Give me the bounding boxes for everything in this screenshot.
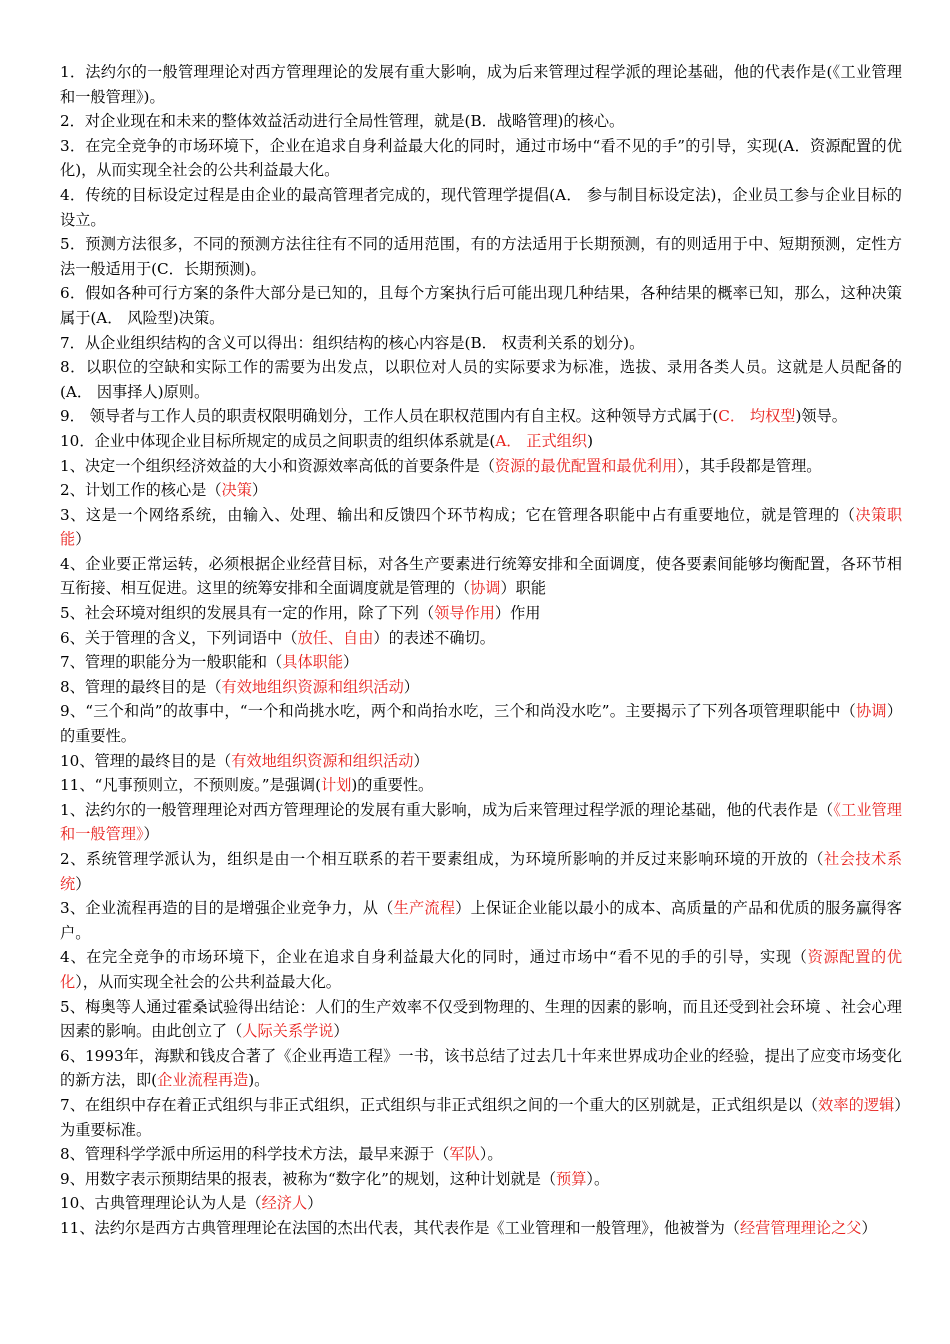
answer-text: 经营管理理论之父 xyxy=(739,1218,862,1237)
question-item xyxy=(60,331,902,356)
question-text-tail: ）的重要性。 xyxy=(60,702,902,746)
answer-text: 经济人 xyxy=(261,1194,308,1213)
question-item xyxy=(60,552,902,601)
question-text-tail: ）的表述不确切。 xyxy=(373,628,495,647)
answer-text: 生产流程 xyxy=(393,899,456,918)
question-text: 6．假如各种可行方案的条件大部分是已知的，且每个方案执行后可能出现几种结果，各种结果的概率已知，那么，这种决策属于(A． 风险型)决策。 xyxy=(60,284,902,327)
question-item xyxy=(60,773,902,798)
question-text: 10、古典管理理论认为人是（ xyxy=(60,1194,262,1213)
question-text-tail: ） xyxy=(143,825,159,844)
question-text: 7、管理的职能分为一般职能和（ xyxy=(60,653,283,672)
question-item xyxy=(60,454,902,479)
question-text: 3、这是一个网络系统，由输入、处理、输出和反馈四个环节构成；它在管理各职能中占有重要地位，就是管理的（ xyxy=(60,505,856,524)
question-text-tail: ） xyxy=(75,874,91,893)
question-text: 8．以职位的空缺和实际工作的需要为出发点，以职位对人员的实际要求为标准，选拔、录用各类人员。这就是人员配备的(A． 因事择人)原则。 xyxy=(60,358,902,401)
question-text-tail: ） xyxy=(413,751,429,770)
question-item xyxy=(60,183,902,232)
question-text-tail: ) xyxy=(587,431,593,450)
answer-text: 军队 xyxy=(449,1145,480,1164)
question-item xyxy=(60,134,902,183)
question-text: 10．企业中体现企业目标所规定的成员之间职责的组织体系就是( xyxy=(60,431,496,450)
question-text: 6、1993年，海默和钱皮合著了《企业再造工程》一书，该书总结了过去几十年来世界成功企业的经验，提出了应变市场变化的新方法，即( xyxy=(60,1046,902,1090)
question-text: 5．预测方法很多，不同的预测方法往往有不同的适用范围，有的方法适用于长期预测，有的则适用于中、短期预测，定性方法一般适用于(C．长期预测)。 xyxy=(60,235,902,278)
answer-text: 资源的最优配置和最优利用 xyxy=(494,456,678,475)
question-text-tail: ） xyxy=(251,481,268,500)
question-item xyxy=(60,798,902,847)
question-text: 5、梅奥等人通过霍桑试验得出结论：人们的生产效率不仅受到物理的、生理的因素的影响，而且还受到社会环境 、社会心理因素的影响。由此创立了（ xyxy=(60,997,902,1041)
question-text-tail: )的重要性。 xyxy=(351,776,434,795)
question-item xyxy=(60,1216,902,1241)
question-text-tail: ）职能 xyxy=(500,579,546,598)
question-text: 4、企业要正常运转，必须根据企业经营目标，对各生产要素进行统筹安排和全面调度，使各要素间能够均衡配置，各环节相互衔接、相互促进。这里的统筹安排和全面调度就是管理的（ xyxy=(60,554,902,598)
question-text-tail: ） xyxy=(307,1194,323,1213)
question-text: 8、管理科学学派中所运用的科学技术方法，最早来源于（ xyxy=(60,1145,450,1164)
question-text-tail: ）上保证企业能以最小的成本、高质量的产品和优质的服务赢得客户。 xyxy=(60,899,902,942)
question-text-tail: ） xyxy=(75,530,91,549)
answer-text: 协调 xyxy=(470,579,501,598)
question-text: 1．法约尔的一般管理理论对西方管理理论的发展有重大影响，成为后来管理过程学派的理论基础，他的代表作是(《工业管理和一般管理》)。 xyxy=(60,63,902,106)
question-text: 8、管理的最终目的是（ xyxy=(60,677,222,696)
question-item xyxy=(60,429,902,454)
question-item xyxy=(60,1093,902,1142)
question-item xyxy=(60,626,902,651)
question-item xyxy=(60,478,902,503)
question-text-tail: ）。 xyxy=(586,1169,610,1188)
question-item xyxy=(60,60,902,109)
answer-text: 预算 xyxy=(556,1169,587,1188)
question-text: 1、法约尔的一般管理理论对西方管理理论的发展有重大影响，成为后来管理过程学派的理论基础，他的代表作是（ xyxy=(60,800,834,819)
answer-text: 有效地组织资源和组织活动 xyxy=(221,677,404,696)
question-item xyxy=(60,1191,902,1216)
answer-text: 决策职能 xyxy=(60,505,903,549)
question-item xyxy=(60,109,902,134)
question-item xyxy=(60,355,902,404)
question-item xyxy=(60,896,902,945)
answer-text: 决策 xyxy=(221,481,252,500)
answer-text: A． 正式组织 xyxy=(495,431,588,450)
question-text-tail: ）。 xyxy=(479,1145,503,1164)
question-text: 9、用数字表示预期结果的报表，被称为“数字化”的规划，这种计划就是（ xyxy=(60,1169,557,1188)
question-text-tail: ）作用 xyxy=(494,604,541,623)
question-text-tail: ），其手段都是管理。 xyxy=(677,456,822,475)
question-text-tail: ） xyxy=(333,1022,349,1041)
answer-text: 协调 xyxy=(856,702,887,721)
question-item xyxy=(60,1142,902,1167)
question-item xyxy=(60,1167,902,1192)
answer-text: 效率的逻辑 xyxy=(818,1095,895,1114)
answer-text: 社会技术系统 xyxy=(60,850,903,893)
answer-text: C． 均权型 xyxy=(718,407,796,426)
document-body xyxy=(60,60,902,1241)
question-item xyxy=(60,404,902,429)
answer-text: 领导作用 xyxy=(434,604,495,623)
answer-text: 企业流程再造 xyxy=(157,1071,249,1090)
question-item xyxy=(60,503,902,552)
question-item xyxy=(60,650,902,675)
question-item xyxy=(60,995,902,1044)
question-item xyxy=(60,281,902,330)
question-item xyxy=(60,945,902,994)
question-text: 5、社会环境对组织的发展具有一定的作用，除了下列（ xyxy=(60,604,435,623)
question-text: 9、“三个和尚”的故事中，“一个和尚挑水吃，两个和尚抬水吃，三个和尚没水吃”。主要揭示了下列各项管理职能中（ xyxy=(60,702,857,721)
question-text-tail: )领导。 xyxy=(795,407,847,426)
question-text-tail: )。 xyxy=(248,1071,270,1090)
question-text: 3．在完全竞争的市场环境下，企业在追求自身利益最大化的同时，通过市场中“看不见的手”的引导，实现(A．资源配置的优化)，从而实现全社会的公共利益最大化。 xyxy=(60,136,902,180)
answer-text: 计划 xyxy=(321,776,352,795)
question-text-tail: ），从而实现全社会的公共利益最大化。 xyxy=(75,972,341,991)
question-item xyxy=(60,675,902,700)
question-text: 2、系统管理学派认为，组织是由一个相互联系的若干要素组成，为环境所影响的并反过来影响环境的开放的（ xyxy=(60,850,824,868)
question-item xyxy=(60,232,902,281)
question-text: 4．传统的目标设定过程是由企业的最高管理者完成的，现代管理学提倡(A． 参与制目标设定法)，企业员工参与企业目标的设立。 xyxy=(60,185,902,229)
question-text-tail: ） xyxy=(861,1218,877,1237)
question-text: 4、在完全竞争的市场环境下，企业在追求自身利益最大化的同时，通过市场中“看不见的手的引导，实现（ xyxy=(60,948,808,967)
question-text-tail: ）为重要标准。 xyxy=(60,1095,902,1139)
question-text-tail: ） xyxy=(343,653,359,672)
answer-text: 资源配置的优化 xyxy=(60,948,903,991)
question-text: 3、企业流程再造的目的是增强企业竞争力，从（ xyxy=(60,899,394,918)
question-text: 10、管理的最终目的是（ xyxy=(60,751,232,770)
question-text: 6、关于管理的含义，下列词语中（ xyxy=(60,628,298,647)
question-text: 7、在组织中存在着正式组织与非正式组织，正式组织与非正式组织之间的一个重大的区别就是，正式组织是以（ xyxy=(60,1095,819,1114)
question-item xyxy=(60,749,902,774)
question-item xyxy=(60,847,902,896)
answer-text: 人际关系学说 xyxy=(242,1022,334,1041)
question-text: 11、“凡事预则立，不预则废。”是强调( xyxy=(60,776,321,795)
question-item xyxy=(60,1044,902,1093)
question-text-tail: ） xyxy=(403,677,419,696)
answer-text: 《工业管理和一般管理》 xyxy=(60,800,902,844)
question-text: 11、法约尔是西方古典管理理论在法国的杰出代表，其代表作是《工业管理和一般管理》，他被誉为（ xyxy=(60,1218,740,1237)
question-item xyxy=(60,601,902,626)
question-item xyxy=(60,699,902,748)
question-text: 1、决定一个组织经济效益的大小和资源效率高低的首要条件是（ xyxy=(60,456,495,475)
answer-text: 具体职能 xyxy=(282,653,344,672)
question-text: 2、计划工作的核心是（ xyxy=(60,481,222,500)
question-text: 9． 领导者与工作人员的职责权限明确划分，工作人员在职权范围内有自主权。这种领导方式属于( xyxy=(60,407,719,426)
question-text: 7．从企业组织结构的含义可以得出：组织结构的核心内容是(B． 权责利关系的划分)。 xyxy=(60,333,645,352)
answer-text: 放任、自由 xyxy=(297,628,374,647)
answer-text: 有效地组织资源和组织活动 xyxy=(231,751,414,770)
question-text: 2．对企业现在和未来的整体效益活动进行全局性管理，就是(B．战略管理)的核心。 xyxy=(60,112,625,131)
